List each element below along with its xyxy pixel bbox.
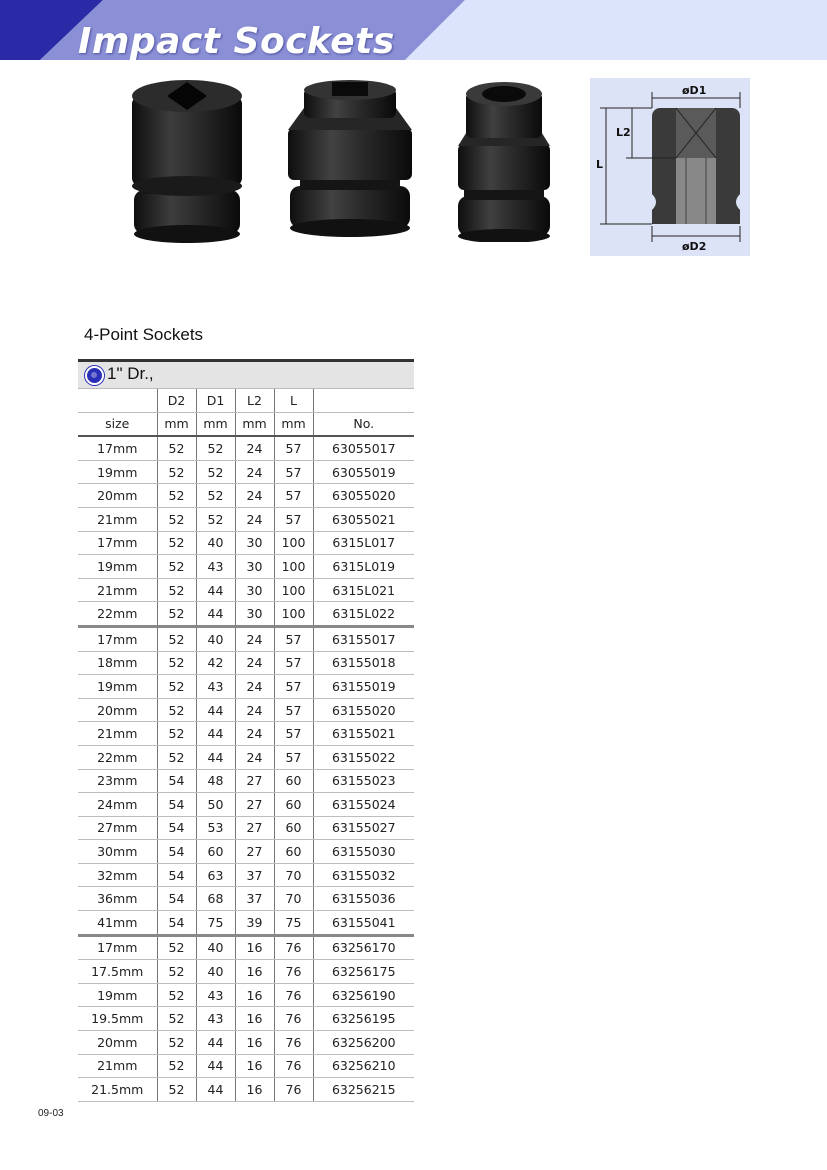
cell-l2: 24 xyxy=(235,722,274,746)
cell-l2: 16 xyxy=(235,960,274,984)
bullet-icon xyxy=(85,366,104,385)
cell-d1: 40 xyxy=(196,960,235,984)
unit-mm: mm xyxy=(196,412,235,436)
cell-l2: 27 xyxy=(235,769,274,793)
cell-d1: 43 xyxy=(196,675,235,699)
unit-size: size xyxy=(78,412,157,436)
cell-part-no: 6315L021 xyxy=(313,578,414,602)
table-row xyxy=(78,793,414,817)
cell-d1: 40 xyxy=(196,935,235,960)
cell-d2: 52 xyxy=(157,436,196,460)
cell-d1: 44 xyxy=(196,698,235,722)
cell-d1: 60 xyxy=(196,840,235,864)
cell-d1: 44 xyxy=(196,722,235,746)
cell-l2: 16 xyxy=(235,1054,274,1078)
cell-d1: 52 xyxy=(196,484,235,508)
cell-l2: 30 xyxy=(235,602,274,627)
label-l: L xyxy=(596,158,604,171)
cell-l2: 16 xyxy=(235,1078,274,1102)
cell-d2: 52 xyxy=(157,484,196,508)
cell-l2: 16 xyxy=(235,1007,274,1031)
cell-d2: 52 xyxy=(157,1031,196,1055)
cell-l: 76 xyxy=(274,1078,313,1102)
cell-part-no: 63256170 xyxy=(313,935,414,960)
table-row xyxy=(78,863,414,887)
cell-d2: 52 xyxy=(157,983,196,1007)
cell-l2: 24 xyxy=(235,484,274,508)
table-row xyxy=(78,1031,414,1055)
table-row xyxy=(78,555,414,579)
cell-l: 57 xyxy=(274,484,313,508)
cell-d1: 52 xyxy=(196,436,235,460)
cell-size: 20mm xyxy=(78,1031,157,1055)
cell-d1: 44 xyxy=(196,602,235,627)
cell-d2: 54 xyxy=(157,840,196,864)
cell-d2: 52 xyxy=(157,675,196,699)
cell-d2: 54 xyxy=(157,793,196,817)
table-row xyxy=(78,960,414,984)
cell-d1: 53 xyxy=(196,816,235,840)
table-row xyxy=(78,1078,414,1102)
cell-l2: 16 xyxy=(235,1031,274,1055)
cell-part-no: 6315L017 xyxy=(313,531,414,555)
cell-size: 21.5mm xyxy=(78,1078,157,1102)
table-row xyxy=(78,745,414,769)
cell-part-no: 63155017 xyxy=(313,626,414,651)
cell-l2: 24 xyxy=(235,651,274,675)
table-row xyxy=(78,484,414,508)
cell-l2: 39 xyxy=(235,911,274,936)
spec-table-body xyxy=(78,436,414,1101)
cell-d1: 63 xyxy=(196,863,235,887)
cell-l: 76 xyxy=(274,983,313,1007)
table-row xyxy=(78,602,414,627)
header-d2: D2 xyxy=(157,389,196,412)
cell-d2: 52 xyxy=(157,555,196,579)
page-number: 09-03 xyxy=(38,1108,64,1119)
cell-size: 24mm xyxy=(78,793,157,817)
cell-d1: 52 xyxy=(196,507,235,531)
cell-d2: 54 xyxy=(157,769,196,793)
cell-size: 19mm xyxy=(78,555,157,579)
table-row xyxy=(78,935,414,960)
cell-d1: 68 xyxy=(196,887,235,911)
unit-no: No. xyxy=(313,412,414,436)
cell-part-no: 63155036 xyxy=(313,887,414,911)
cell-l2: 30 xyxy=(235,578,274,602)
cell-l2: 24 xyxy=(235,698,274,722)
cell-d1: 50 xyxy=(196,793,235,817)
cell-d2: 52 xyxy=(157,722,196,746)
table-row xyxy=(78,531,414,555)
cell-l: 70 xyxy=(274,863,313,887)
cell-l2: 27 xyxy=(235,816,274,840)
cell-part-no: 63155018 xyxy=(313,651,414,675)
table-row xyxy=(78,1007,414,1031)
table-row xyxy=(78,675,414,699)
header-blank-no xyxy=(313,389,414,412)
cell-l: 57 xyxy=(274,436,313,460)
cell-l: 100 xyxy=(274,578,313,602)
table-row xyxy=(78,651,414,675)
cell-size: 21mm xyxy=(78,1054,157,1078)
cell-l2: 30 xyxy=(235,555,274,579)
cell-size: 41mm xyxy=(78,911,157,936)
cell-d2: 54 xyxy=(157,816,196,840)
cell-part-no: 63055020 xyxy=(313,484,414,508)
cell-l2: 24 xyxy=(235,460,274,484)
cell-size: 22mm xyxy=(78,745,157,769)
header-d1: D1 xyxy=(196,389,235,412)
unit-mm: mm xyxy=(274,412,313,436)
cell-l: 57 xyxy=(274,745,313,769)
cell-size: 20mm xyxy=(78,484,157,508)
socket-photo-3 xyxy=(456,78,552,242)
cell-part-no: 63155023 xyxy=(313,769,414,793)
table-row xyxy=(78,887,414,911)
cell-l: 57 xyxy=(274,651,313,675)
cell-size: 21mm xyxy=(78,722,157,746)
cell-part-no: 63055021 xyxy=(313,507,414,531)
table-row xyxy=(78,578,414,602)
cell-part-no: 63256190 xyxy=(313,983,414,1007)
cell-size: 19.5mm xyxy=(78,1007,157,1031)
cell-l: 100 xyxy=(274,555,313,579)
cell-l: 76 xyxy=(274,960,313,984)
cell-size: 36mm xyxy=(78,887,157,911)
cell-l: 57 xyxy=(274,675,313,699)
cell-part-no: 63155020 xyxy=(313,698,414,722)
unit-mm: mm xyxy=(157,412,196,436)
cell-part-no: 63155019 xyxy=(313,675,414,699)
cell-d1: 44 xyxy=(196,1078,235,1102)
cell-d1: 44 xyxy=(196,1054,235,1078)
section-title: 4-Point Sockets xyxy=(84,325,204,344)
cell-part-no: 6315L022 xyxy=(313,602,414,627)
cell-part-no: 63155032 xyxy=(313,863,414,887)
cell-l: 70 xyxy=(274,887,313,911)
header-banner xyxy=(0,0,827,60)
cell-size: 18mm xyxy=(78,651,157,675)
page-title: Impact Sockets xyxy=(78,21,395,60)
cell-l2: 27 xyxy=(235,793,274,817)
cell-d2: 52 xyxy=(157,1054,196,1078)
header-row-units xyxy=(78,412,414,436)
cell-l: 57 xyxy=(274,722,313,746)
cell-l: 100 xyxy=(274,602,313,627)
cell-d1: 48 xyxy=(196,769,235,793)
cell-part-no: 63155021 xyxy=(313,722,414,746)
cell-d1: 43 xyxy=(196,983,235,1007)
table-row xyxy=(78,840,414,864)
table-row xyxy=(78,460,414,484)
cell-l: 60 xyxy=(274,769,313,793)
cell-part-no: 63256210 xyxy=(313,1054,414,1078)
socket-photo-1 xyxy=(128,78,246,244)
cell-d2: 52 xyxy=(157,1078,196,1102)
table-row xyxy=(78,698,414,722)
cell-l: 100 xyxy=(274,531,313,555)
cell-part-no: 63256215 xyxy=(313,1078,414,1102)
cell-d1: 52 xyxy=(196,460,235,484)
cell-l: 60 xyxy=(274,840,313,864)
table-row xyxy=(78,436,414,460)
cell-l2: 37 xyxy=(235,863,274,887)
cell-l: 57 xyxy=(274,626,313,651)
label-d2: øD2 xyxy=(682,240,707,253)
cell-size: 27mm xyxy=(78,816,157,840)
unit-mm: mm xyxy=(235,412,274,436)
header-row-columns xyxy=(78,389,414,412)
cell-size: 17mm xyxy=(78,531,157,555)
cell-d2: 52 xyxy=(157,507,196,531)
header-l: L xyxy=(274,389,313,412)
cell-d1: 44 xyxy=(196,745,235,769)
cell-d1: 44 xyxy=(196,1031,235,1055)
cell-part-no: 63055019 xyxy=(313,460,414,484)
cell-size: 32mm xyxy=(78,863,157,887)
cell-l: 60 xyxy=(274,793,313,817)
cell-l: 75 xyxy=(274,911,313,936)
cell-part-no: 63256200 xyxy=(313,1031,414,1055)
cell-d2: 52 xyxy=(157,651,196,675)
label-d1: øD1 xyxy=(682,84,707,97)
cell-l: 57 xyxy=(274,698,313,722)
header-l2: L2 xyxy=(235,389,274,412)
cell-d2: 54 xyxy=(157,887,196,911)
cell-size: 19mm xyxy=(78,983,157,1007)
cell-d1: 44 xyxy=(196,578,235,602)
cell-d1: 43 xyxy=(196,1007,235,1031)
cell-size: 20mm xyxy=(78,698,157,722)
cell-d2: 52 xyxy=(157,578,196,602)
cell-l2: 24 xyxy=(235,675,274,699)
table-row xyxy=(78,816,414,840)
cell-size: 30mm xyxy=(78,840,157,864)
cell-part-no: 63155041 xyxy=(313,911,414,936)
table-row xyxy=(78,769,414,793)
cell-d2: 52 xyxy=(157,460,196,484)
cell-part-no: 63256195 xyxy=(313,1007,414,1031)
cell-size: 23mm xyxy=(78,769,157,793)
cell-d1: 43 xyxy=(196,555,235,579)
drive-label: 1" Dr., xyxy=(107,364,154,383)
cell-size: 17.5mm xyxy=(78,960,157,984)
cell-d2: 52 xyxy=(157,745,196,769)
cell-d2: 52 xyxy=(157,531,196,555)
table-row xyxy=(78,983,414,1007)
cell-l2: 37 xyxy=(235,887,274,911)
spec-table xyxy=(78,389,414,1102)
cell-l: 76 xyxy=(274,1054,313,1078)
cell-l2: 24 xyxy=(235,745,274,769)
cell-d1: 75 xyxy=(196,911,235,936)
cell-part-no: 6315L019 xyxy=(313,555,414,579)
cell-part-no: 63155030 xyxy=(313,840,414,864)
cell-size: 19mm xyxy=(78,460,157,484)
socket-photo-2 xyxy=(286,78,414,238)
cell-l2: 24 xyxy=(235,626,274,651)
cell-size: 17mm xyxy=(78,935,157,960)
dimension-diagram xyxy=(590,78,750,256)
cell-d2: 52 xyxy=(157,698,196,722)
cell-size: 17mm xyxy=(78,626,157,651)
cell-l2: 16 xyxy=(235,983,274,1007)
cell-l: 76 xyxy=(274,935,313,960)
cell-d1: 40 xyxy=(196,626,235,651)
cell-d2: 52 xyxy=(157,626,196,651)
table-row xyxy=(78,1054,414,1078)
cell-l2: 27 xyxy=(235,840,274,864)
cell-part-no: 63256175 xyxy=(313,960,414,984)
cell-size: 22mm xyxy=(78,602,157,627)
cell-l: 57 xyxy=(274,460,313,484)
cell-part-no: 63155022 xyxy=(313,745,414,769)
cell-l2: 24 xyxy=(235,507,274,531)
cell-l: 76 xyxy=(274,1031,313,1055)
cell-size: 19mm xyxy=(78,675,157,699)
cell-part-no: 63055017 xyxy=(313,436,414,460)
cell-size: 17mm xyxy=(78,436,157,460)
cell-d1: 40 xyxy=(196,531,235,555)
cell-l2: 16 xyxy=(235,935,274,960)
cell-d1: 42 xyxy=(196,651,235,675)
drive-header xyxy=(78,362,414,389)
table-row xyxy=(78,626,414,651)
cell-d2: 52 xyxy=(157,935,196,960)
cell-d2: 54 xyxy=(157,863,196,887)
header-blank xyxy=(78,389,157,412)
cell-d2: 52 xyxy=(157,960,196,984)
cell-part-no: 63155024 xyxy=(313,793,414,817)
table-row xyxy=(78,911,414,936)
label-l2: L2 xyxy=(616,126,631,139)
cell-d2: 52 xyxy=(157,1007,196,1031)
cell-l2: 24 xyxy=(235,436,274,460)
table-row xyxy=(78,507,414,531)
cell-size: 21mm xyxy=(78,507,157,531)
cell-d2: 54 xyxy=(157,911,196,936)
table-row xyxy=(78,722,414,746)
cell-l2: 30 xyxy=(235,531,274,555)
cell-l: 57 xyxy=(274,507,313,531)
cell-l: 76 xyxy=(274,1007,313,1031)
cell-l: 60 xyxy=(274,816,313,840)
cell-d2: 52 xyxy=(157,602,196,627)
cell-part-no: 63155027 xyxy=(313,816,414,840)
cell-size: 21mm xyxy=(78,578,157,602)
